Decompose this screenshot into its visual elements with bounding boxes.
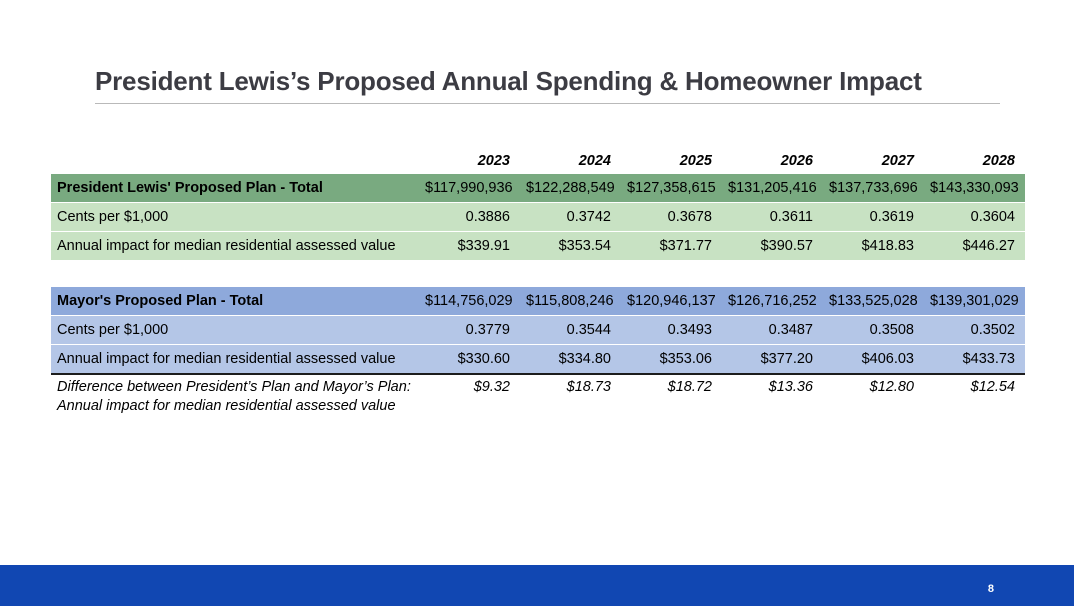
title-divider (95, 103, 1000, 104)
table-cell: $115,808,246 (526, 293, 614, 309)
year-column-header: 2028 (982, 152, 1015, 169)
table-cell: 0.3508 (869, 322, 914, 338)
mayor-cents-row (51, 315, 1025, 344)
table-cell: $12.54 (970, 379, 1015, 395)
table-cell: $371.77 (659, 238, 712, 254)
table-cell: 0.3544 (566, 322, 611, 338)
table-cell: $126,716,252 (728, 293, 817, 309)
table-cell: $12.80 (869, 379, 914, 395)
table-cell: $377.20 (760, 351, 813, 367)
year-column-header: 2025 (679, 152, 712, 169)
year-column-header: 2024 (578, 152, 611, 169)
table-cell: $137,733,696 (829, 180, 918, 196)
spending-impact-table (51, 147, 1025, 416)
table-cell: $353.06 (659, 351, 712, 367)
year-column-header: 2027 (881, 152, 914, 169)
table-cell: 0.3779 (465, 322, 510, 338)
row-label: Annual impact for median residential assessed value (57, 238, 396, 254)
table-cell: $446.27 (962, 238, 1015, 254)
table-cell: $18.72 (667, 379, 712, 395)
year-column-header: 2026 (780, 152, 813, 169)
table-cell: $139,301,029 (930, 293, 1019, 309)
table-cell: 0.3493 (667, 322, 712, 338)
difference-label-line2: Annual impact for median residential assessed value (57, 398, 396, 414)
difference-row (51, 373, 1025, 416)
row-label: Cents per $1,000 (57, 322, 169, 338)
page-number: 8 (987, 583, 994, 595)
row-label: President Lewis' Proposed Plan - Total (57, 180, 323, 196)
table-cell: $13.36 (768, 379, 813, 395)
table-cell: $18.73 (566, 379, 611, 395)
table-cell: $133,525,028 (829, 293, 918, 309)
table-cell: $334.80 (558, 351, 611, 367)
table-cell: $353.54 (558, 238, 611, 254)
footer-bar (0, 565, 1074, 606)
table-cell: $120,946,137 (627, 293, 716, 309)
table-cell: $143,330,093 (930, 180, 1019, 196)
mayor-total-row (51, 287, 1025, 315)
table-cell: $330.60 (457, 351, 510, 367)
table-cell: 0.3611 (769, 209, 813, 225)
table-cell: $418.83 (861, 238, 914, 254)
section-gap (51, 260, 1025, 287)
row-label: Annual impact for median residential assessed value (57, 351, 396, 367)
table-cell: 0.3487 (768, 322, 813, 338)
year-column-header: 2023 (477, 152, 510, 169)
row-label: Cents per $1,000 (57, 209, 169, 225)
table-cell: $433.73 (962, 351, 1015, 367)
table-cell: $117,990,936 (425, 180, 513, 196)
table-cell: 0.3619 (869, 209, 914, 225)
difference-label-line1: Difference between President’s Plan and Mayor’s Plan: (57, 379, 411, 395)
table-cell: 0.3604 (970, 209, 1015, 225)
president-total-row (51, 174, 1025, 202)
mayor-impact-row (51, 344, 1025, 373)
row-label: Mayor's Proposed Plan - Total (57, 293, 264, 309)
president-impact-row (51, 231, 1025, 260)
year-header-row (51, 147, 1025, 174)
page-title: President Lewis’s Proposed Annual Spending & Homeowner Impact (95, 66, 922, 96)
table-cell: $9.32 (473, 379, 510, 395)
table-cell: $114,756,029 (425, 293, 513, 309)
table-cell: 0.3886 (465, 209, 510, 225)
table-cell: $406.03 (861, 351, 914, 367)
table-cell: 0.3742 (566, 209, 611, 225)
table-cell: 0.3678 (667, 209, 712, 225)
table-cell: $127,358,615 (627, 180, 716, 196)
table-cell: 0.3502 (970, 322, 1015, 338)
table-cell: $339.91 (457, 238, 510, 254)
president-cents-row (51, 202, 1025, 231)
table-cell: $131,205,416 (728, 180, 817, 196)
table-cell: $122,288,549 (526, 180, 615, 196)
row-label (51, 378, 419, 416)
table-cell: $390.57 (760, 238, 813, 254)
